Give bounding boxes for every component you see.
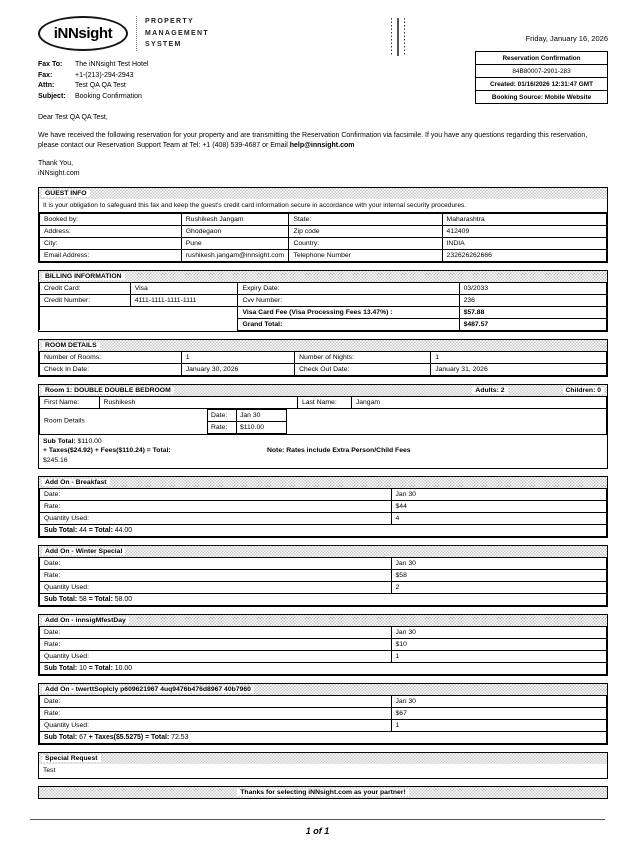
- num-nights-label: Number of Nights:: [295, 351, 431, 363]
- addon-subtotal-label: Sub Total:: [44, 527, 78, 535]
- confirmation-title: Reservation Confirmation: [476, 52, 607, 65]
- table-row: [40, 306, 607, 318]
- table-row: [40, 732, 607, 744]
- room-details-title: ROOM DETAILS: [42, 342, 100, 349]
- first-name-value: Rushikesh: [99, 396, 297, 408]
- billing-section: [38, 270, 608, 332]
- header: [38, 16, 608, 104]
- fax-number-label: Fax:: [38, 71, 53, 79]
- special-request-section: [38, 752, 608, 779]
- addon-rate-value: $44: [391, 501, 606, 513]
- fax-mark-icon: [404, 18, 406, 56]
- fax-mark-icon: [391, 18, 393, 56]
- room-rate-mini-table: [207, 409, 287, 434]
- addon-subtotal-value: 44: [79, 527, 87, 535]
- last-name-value: Jangam: [351, 396, 606, 408]
- addon-rate-label: Rate:: [40, 708, 392, 720]
- table-row: [207, 421, 286, 433]
- addon-qty-value: 2: [391, 582, 606, 594]
- cvv-value: 236: [459, 294, 606, 306]
- room-details-header: [39, 340, 607, 351]
- table-row: [40, 594, 607, 606]
- addon-date-value: Jan 30: [391, 489, 606, 501]
- addon-qty-label: Quantity Used:: [40, 720, 392, 732]
- fax-transmission-marks: [391, 18, 406, 56]
- addon-total-label: = Total:: [88, 527, 113, 535]
- fax-recipient-block: [38, 60, 391, 102]
- billing-table: [39, 282, 607, 331]
- fax-content: [38, 16, 608, 799]
- addon-total-label: = Total:: [88, 596, 113, 604]
- subtotal-value: $110.00: [77, 437, 102, 445]
- address-label: Address:: [40, 225, 182, 237]
- addon-total-line: [40, 525, 607, 537]
- addon-subtotal-value: 58: [79, 596, 87, 604]
- addon-rate-label: Rate:: [40, 639, 392, 651]
- addon-header: [39, 615, 607, 626]
- state-label: State:: [289, 213, 442, 225]
- city-value: Pune: [181, 237, 289, 249]
- table-row: [40, 363, 607, 375]
- addon-qty-label: Quantity Used:: [40, 513, 392, 525]
- country-label: Country:: [289, 237, 442, 249]
- thank-you-line: Thank You,: [38, 159, 74, 167]
- taxes-fees-text: + Taxes($24.92) + Fees($110.24) = Total:: [43, 447, 171, 455]
- addon-table: [39, 557, 607, 606]
- special-request-value: Test: [43, 767, 56, 775]
- addon-qty-label: Quantity Used:: [40, 582, 392, 594]
- table-row: [40, 651, 607, 663]
- room1-adults: Adults: 2: [472, 387, 507, 394]
- intro-block: [38, 113, 608, 180]
- confirmation-created: Created: 01/16/2026 12:31:47 GMT: [476, 78, 607, 91]
- addon-header: [39, 546, 607, 557]
- page-number: 1 of 1: [305, 826, 330, 836]
- grand-total-value: $487.57: [459, 318, 606, 330]
- fax-to-row: [38, 60, 391, 71]
- table-row: [40, 249, 607, 261]
- addon-subtotal-label: Sub Total:: [44, 734, 78, 742]
- room-rate-cell: [40, 408, 607, 434]
- expiry-value: 03/2033: [459, 282, 606, 294]
- addon-title: Add On - Winter Special: [42, 548, 125, 555]
- subject-row: [38, 92, 391, 103]
- booked-by-label: Booked by:: [40, 213, 182, 225]
- attn-value: Test QA QA Test: [75, 82, 126, 89]
- state-value: Maharashtra: [442, 213, 606, 225]
- logo-tagline: [136, 16, 209, 51]
- guest-info-table: [39, 213, 607, 262]
- tagline-line: PROPERTY: [145, 18, 194, 26]
- addon-title: Add On - innsigMfestDay: [42, 617, 129, 624]
- special-request-header: [39, 753, 607, 764]
- table-row: [40, 225, 607, 237]
- room1-guest-table: [39, 396, 607, 435]
- rate-date-value: Jan 30: [236, 409, 286, 421]
- rate-date-label: Date:: [207, 409, 236, 421]
- rates-note: Note: Rates include Extra Person/Child Fees: [267, 447, 411, 455]
- addon-total-value: 58.00: [114, 596, 133, 604]
- addon-rate-value: $67: [391, 708, 606, 720]
- table-row: [40, 501, 607, 513]
- document-date: Friday, January 16, 2026: [525, 34, 608, 43]
- addon-rate-value: $10: [391, 639, 606, 651]
- city-label: City:: [40, 237, 182, 249]
- addon-table: [39, 488, 607, 537]
- confirmation-number: 84B80007-2901-283: [476, 65, 607, 78]
- addon-date-label: Date:: [40, 696, 392, 708]
- addon-total-line: [40, 663, 607, 675]
- table-row: [40, 627, 607, 639]
- table-row: [40, 282, 607, 294]
- addon-rate-label: Rate:: [40, 570, 392, 582]
- addon-subtotal-label: Sub Total:: [44, 596, 78, 604]
- visa-fee-value: $57.88: [459, 306, 606, 318]
- fax-to-label: Fax To:: [38, 61, 63, 68]
- expiry-label: Expiry Date:: [238, 282, 459, 294]
- checkout-value: January 31, 2026: [431, 363, 607, 375]
- first-name-label: First Name:: [40, 396, 100, 408]
- room1-header: [39, 385, 607, 396]
- support-email: help@innsight.com: [289, 142, 355, 149]
- thank-you-block: [38, 159, 608, 180]
- table-row: [40, 570, 607, 582]
- grand-total-label: Grand Total:: [238, 318, 459, 330]
- addon-table: [39, 695, 607, 744]
- room1-totals: [39, 435, 607, 469]
- addon-qty-value: 1: [391, 651, 606, 663]
- addon-winter-special-section: [38, 545, 608, 607]
- table-row: [40, 489, 607, 501]
- credit-card-value: Visa: [130, 282, 238, 294]
- security-note: It is your obligation to safeguard this fax and keep the guest's credit card information secure in accordance with your internal security procedures.: [39, 199, 607, 213]
- email-value: rushikesh.jangam@innsight.com: [181, 249, 289, 261]
- num-rooms-label: Number of Rooms:: [40, 351, 182, 363]
- table-row: [40, 408, 607, 434]
- special-request-title: Special Request: [42, 755, 101, 762]
- addon-title: Add On - Breakfast: [42, 479, 110, 486]
- num-nights-value: 1: [431, 351, 607, 363]
- room1-subtotal-line: [43, 437, 603, 447]
- table-row: [40, 294, 607, 306]
- table-row: [40, 525, 607, 537]
- num-rooms-value: 1: [181, 351, 294, 363]
- guest-info-title: GUEST INFO: [42, 190, 90, 197]
- table-row: [40, 351, 607, 363]
- addon-total-line: [40, 594, 607, 606]
- fax-number-row: [38, 71, 391, 82]
- addon-date-value: Jan 30: [391, 627, 606, 639]
- cvv-label: Cvv Number:: [238, 294, 459, 306]
- table-row: [40, 237, 607, 249]
- reservation-confirmation-box: [475, 51, 608, 104]
- room-details-label: Room Details: [44, 417, 85, 425]
- logo-row: [38, 16, 391, 51]
- tagline-line: MANAGEMENT: [145, 29, 209, 37]
- table-row: [40, 396, 607, 408]
- address-value: Ghodegaon: [181, 225, 289, 237]
- billing-title: BILLING INFORMATION: [42, 273, 125, 280]
- table-row: [40, 513, 607, 525]
- subject-label: Subject:: [38, 92, 66, 100]
- addon-qty-label: Quantity Used:: [40, 651, 392, 663]
- checkin-value: January 30, 2026: [181, 363, 294, 375]
- room-details-section: [38, 339, 608, 377]
- table-row: [207, 409, 286, 421]
- addon-subtotal-value: 10: [79, 665, 87, 673]
- phone-value: 232626262666: [442, 249, 606, 261]
- addon-total-line: [40, 732, 607, 744]
- addon-innsigmfestday-section: [38, 614, 608, 676]
- addon-date-label: Date:: [40, 489, 392, 501]
- addon-date-label: Date:: [40, 627, 392, 639]
- thanks-message: Thanks for selecting iNNsight.com as your partner!: [237, 789, 408, 796]
- visa-fee-label: Visa Card Fee (Visa Processing Fees 13.47%) :: [238, 306, 459, 318]
- table-row: [40, 582, 607, 594]
- addon-total-value: 44.00: [114, 527, 133, 535]
- billing-header: [39, 271, 607, 282]
- addon-rate-value: $58: [391, 570, 606, 582]
- thanks-bar: [38, 786, 608, 799]
- guest-info-header: [39, 188, 607, 199]
- booking-source: Booking Source: Mobile Website: [491, 93, 592, 101]
- room1-total-value: $245.16: [43, 456, 68, 464]
- addon-subtotal-value: 67: [79, 734, 87, 742]
- addon-table: [39, 626, 607, 675]
- addon-breakfast-section: [38, 476, 608, 538]
- table-row: [40, 639, 607, 651]
- guest-info-section: [38, 187, 608, 263]
- addon-total-value: 72.53: [171, 734, 189, 742]
- tagline-line: SYSTEM: [145, 41, 182, 49]
- addon-qty-value: 4: [391, 513, 606, 525]
- addon-total-value: 10.00: [114, 665, 133, 673]
- last-name-label: Last Name:: [297, 396, 351, 408]
- footer-divider: [30, 819, 605, 820]
- addon-date-value: Jan 30: [391, 696, 606, 708]
- addon-header: [39, 477, 607, 488]
- addon-custom-section: [38, 683, 608, 745]
- table-row: [40, 708, 607, 720]
- fax-to-value: The iNNsight Test Hotel: [75, 61, 149, 68]
- room1-section: [38, 384, 608, 470]
- country-value: INDIA: [442, 237, 606, 249]
- email-label: Email Address:: [40, 249, 182, 261]
- credit-card-label: Credit Card:: [40, 282, 131, 294]
- addon-title: Add On - twerttSoplcly p609621967 4uq9476b476d8967 40b7960: [42, 686, 254, 693]
- table-row: [40, 558, 607, 570]
- room1-taxes-line: [43, 446, 603, 456]
- innsight-logo: [38, 16, 128, 51]
- addon-date-value: Jan 30: [391, 558, 606, 570]
- addon-header: [39, 684, 607, 695]
- zip-label: Zip code: [289, 225, 442, 237]
- table-row: [40, 663, 607, 675]
- logo-brand-text: iNNsight: [53, 25, 113, 42]
- salutation: Dear Test QA QA Test,: [38, 114, 108, 121]
- room1-title: Room 1: DOUBLE DOUBLE BEDROOM: [42, 387, 174, 394]
- innsight-com-line: iNNsight.com: [38, 170, 80, 177]
- checkout-label: Check Out Date:: [295, 363, 431, 375]
- room-details-table: [39, 351, 607, 376]
- billing-empty-cell: [40, 306, 238, 330]
- table-row: [40, 696, 607, 708]
- table-row: [40, 213, 607, 225]
- addon-date-label: Date:: [40, 558, 392, 570]
- table-row: [40, 720, 607, 732]
- phone-label: Telephone Number: [289, 249, 442, 261]
- zip-value: 412409: [442, 225, 606, 237]
- credit-number-value: 4111-1111-1111-1111: [130, 294, 238, 306]
- subject-value: Booking Confirmation: [75, 92, 142, 100]
- intro-paragraph: [38, 131, 608, 152]
- room1-children: Children: 0: [563, 387, 605, 394]
- addon-total-label: = Total:: [88, 665, 113, 673]
- attn-row: [38, 81, 391, 92]
- credit-number-label: Credit Number:: [40, 294, 131, 306]
- booked-by-value: Rushikesh Jangam: [181, 213, 289, 225]
- addon-qty-value: 1: [391, 720, 606, 732]
- rate-label: Rate:: [207, 421, 236, 433]
- intro-text: We have received the following reservation for your property and are transmitting the Reservation Confirmation via facsimile. If you have any questions regarding this reservation, please contact our Reservation Support Team at Tel: +1 (408) 539-4687 or Email: [38, 131, 588, 149]
- addon-total-label: + Taxes($5.5275) = Total:: [88, 734, 170, 742]
- attn-label: Attn:: [38, 82, 55, 89]
- addon-rate-label: Rate:: [40, 501, 392, 513]
- checkin-label: Check In Date:: [40, 363, 182, 375]
- subtotal-label: Sub Total:: [43, 437, 76, 445]
- fax-number-value: +1-(213)-294-2943: [75, 71, 134, 79]
- rate-value: $110.00: [236, 421, 286, 433]
- fax-mark-icon: [397, 18, 399, 56]
- addon-subtotal-label: Sub Total:: [44, 665, 78, 673]
